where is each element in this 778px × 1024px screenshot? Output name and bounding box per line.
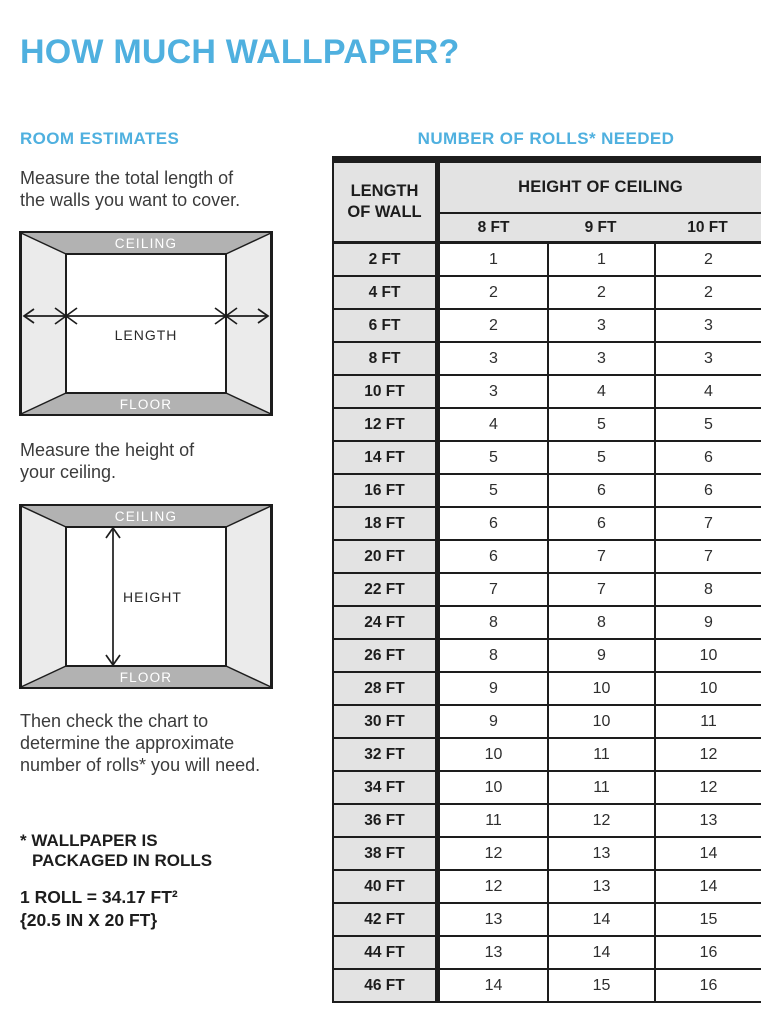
roll-count-cell: 14 [547, 937, 654, 970]
wall-length-label: 24 FT [334, 607, 440, 640]
roll-count-cell: 5 [440, 442, 547, 475]
instruction-paragraph-chart [20, 710, 260, 776]
wall-length-label: 46 FT [334, 970, 440, 1003]
roll-count-cell: 13 [654, 805, 761, 838]
roll-count-cell: 6 [547, 475, 654, 508]
roll-count-cell: 11 [654, 706, 761, 739]
roll-count-cell: 3 [547, 343, 654, 376]
roll-count-cell: 10 [547, 673, 654, 706]
roll-count-cell: 5 [440, 475, 547, 508]
roll-count-cell: 16 [654, 937, 761, 970]
roll-count-cell: 9 [654, 607, 761, 640]
paragraph-line: your ceiling. [20, 462, 117, 482]
wall-length-label: 30 FT [334, 706, 440, 739]
roll-count-cell: 2 [654, 277, 761, 310]
wall-length-label: 2 FT [334, 244, 440, 277]
roll-count-cell: 11 [440, 805, 547, 838]
roll-count-cell: 3 [654, 310, 761, 343]
floor-label: FLOOR [119, 670, 173, 685]
roll-count-cell: 8 [440, 607, 547, 640]
roll-size-info [20, 886, 178, 932]
wall-length-label: 42 FT [334, 904, 440, 937]
roll-count-cell: 11 [547, 739, 654, 772]
roll-count-cell: 6 [654, 475, 761, 508]
footnote-line: PACKAGED IN ROLLS [32, 851, 213, 870]
footnote-line: * WALLPAPER IS [20, 831, 158, 850]
roll-count-cell: 15 [654, 904, 761, 937]
paragraph-line: determine the approximate [20, 733, 235, 753]
roll-count-cell: 10 [547, 706, 654, 739]
roll-count-cell: 3 [654, 343, 761, 376]
roll-count-cell: 7 [654, 508, 761, 541]
wall-length-label: 44 FT [334, 937, 440, 970]
paragraph-line: Then check the chart to [20, 711, 209, 731]
instruction-paragraph-height [20, 439, 194, 483]
roll-count-cell: 12 [654, 739, 761, 772]
roll-count-cell: 2 [654, 244, 761, 277]
roll-count-cell: 6 [654, 442, 761, 475]
ceiling-10ft-column-header: 10 FT [654, 214, 761, 244]
rolls-needed-heading: NUMBER OF ROLLS* NEEDED [417, 129, 675, 148]
wall-length-label: 4 FT [334, 277, 440, 310]
roll-count-cell: 6 [440, 541, 547, 574]
ceiling-label: CEILING [114, 236, 178, 251]
room-estimates-heading: ROOM ESTIMATES [20, 129, 180, 148]
roll-count-cell: 2 [547, 277, 654, 310]
ceiling-label: CEILING [114, 509, 178, 524]
roll-count-cell: 9 [440, 673, 547, 706]
roll-count-cell: 12 [654, 772, 761, 805]
roll-count-cell: 7 [547, 574, 654, 607]
roll-count-cell: 5 [547, 409, 654, 442]
roll-count-cell: 7 [654, 541, 761, 574]
roll-count-cell: 8 [547, 607, 654, 640]
wall-length-label: 32 FT [334, 739, 440, 772]
roll-count-cell: 9 [547, 640, 654, 673]
roll-count-cell: 4 [440, 409, 547, 442]
roll-count-cell: 3 [440, 343, 547, 376]
roll-count-cell: 10 [654, 673, 761, 706]
roll-count-cell: 1 [547, 244, 654, 277]
roll-count-cell: 12 [440, 871, 547, 904]
roll-count-cell: 13 [547, 871, 654, 904]
wall-length-label: 34 FT [334, 772, 440, 805]
roll-count-cell: 8 [440, 640, 547, 673]
height-diagram [19, 504, 273, 689]
wall-length-label: 22 FT [334, 574, 440, 607]
roll-count-cell: 2 [440, 310, 547, 343]
back-wall [66, 254, 226, 393]
height-of-ceiling-header: HEIGHT OF CEILING [440, 163, 761, 214]
wallpaper-rolls-footnote [20, 831, 212, 871]
roll-count-cell: 1 [440, 244, 547, 277]
roll-count-cell: 2 [440, 277, 547, 310]
roll-count-cell: 4 [654, 376, 761, 409]
wall-length-label: 8 FT [334, 343, 440, 376]
wall-length-label: 28 FT [334, 673, 440, 706]
roll-count-cell: 10 [440, 739, 547, 772]
roll-count-cell: 14 [547, 904, 654, 937]
roll-count-cell: 14 [440, 970, 547, 1003]
floor-label: FLOOR [119, 397, 173, 412]
paragraph-line: Measure the height of [20, 440, 195, 460]
paragraph-line: the walls you want to cover. [20, 190, 241, 210]
wall-length-label: 26 FT [334, 640, 440, 673]
header-line: LENGTH [350, 182, 419, 200]
roll-count-cell: 5 [547, 442, 654, 475]
roll-count-cell: 16 [654, 970, 761, 1003]
roll-size-line: 1 ROLL = 34.17 FT² [20, 887, 178, 907]
header-line: OF WALL [347, 203, 422, 221]
roll-count-cell: 13 [440, 904, 547, 937]
length-measure-label: LENGTH [114, 327, 178, 343]
length-diagram [19, 231, 273, 416]
roll-count-cell: 13 [440, 937, 547, 970]
length-of-wall-header [334, 163, 440, 244]
roll-count-cell: 6 [547, 508, 654, 541]
roll-count-cell: 3 [440, 376, 547, 409]
roll-count-cell: 10 [654, 640, 761, 673]
rolls-table [332, 156, 761, 1003]
roll-size-line: {20.5 IN X 20 FT} [20, 910, 158, 930]
roll-count-cell: 12 [440, 838, 547, 871]
roll-count-cell: 7 [547, 541, 654, 574]
wall-length-label: 14 FT [334, 442, 440, 475]
roll-count-cell: 4 [547, 376, 654, 409]
instruction-paragraph-length [20, 167, 240, 211]
roll-count-cell: 6 [440, 508, 547, 541]
roll-count-cell: 9 [440, 706, 547, 739]
roll-count-cell: 15 [547, 970, 654, 1003]
wall-length-label: 18 FT [334, 508, 440, 541]
roll-count-cell: 3 [547, 310, 654, 343]
roll-count-cell: 10 [440, 772, 547, 805]
wall-length-label: 12 FT [334, 409, 440, 442]
roll-count-cell: 14 [654, 838, 761, 871]
wall-length-label: 20 FT [334, 541, 440, 574]
roll-count-cell: 7 [440, 574, 547, 607]
paragraph-line: number of rolls* you will need. [20, 755, 261, 775]
height-measure-label: HEIGHT [123, 589, 182, 605]
wall-length-label: 6 FT [334, 310, 440, 343]
roll-count-cell: 8 [654, 574, 761, 607]
page-title: HOW MUCH WALLPAPER? [20, 32, 460, 71]
roll-count-cell: 14 [654, 871, 761, 904]
wall-length-label: 40 FT [334, 871, 440, 904]
wall-length-label: 16 FT [334, 475, 440, 508]
ceiling-9ft-column-header: 9 FT [547, 214, 654, 244]
roll-count-cell: 13 [547, 838, 654, 871]
paragraph-line: Measure the total length of [20, 168, 234, 188]
roll-count-cell: 11 [547, 772, 654, 805]
ceiling-8ft-column-header: 8 FT [440, 214, 547, 244]
wall-length-label: 10 FT [334, 376, 440, 409]
wall-length-label: 36 FT [334, 805, 440, 838]
roll-count-cell: 5 [654, 409, 761, 442]
wall-length-label: 38 FT [334, 838, 440, 871]
roll-count-cell: 12 [547, 805, 654, 838]
